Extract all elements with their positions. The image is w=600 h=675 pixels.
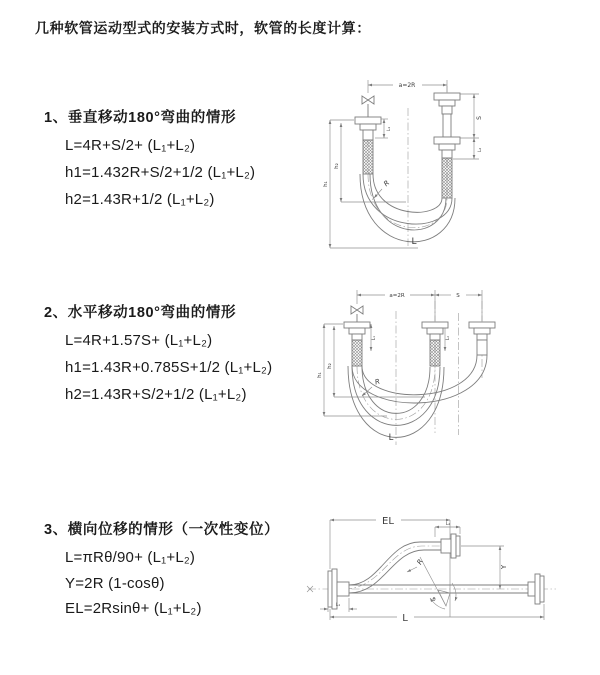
svg-text:a=2R: a=2R [398, 82, 416, 89]
angle-label: θ [432, 597, 436, 603]
svg-text:h₁: h₁ [323, 181, 329, 187]
dim-l1 [371, 324, 376, 351]
length-label: L [411, 237, 417, 247]
svg-text:h₂: h₂ [327, 363, 333, 369]
moving-end-flange-lower [434, 137, 460, 158]
svg-text:R: R [374, 377, 381, 387]
formula-h2: h2=1.43R+S/2+1/2 (L₁+L₂) [65, 386, 247, 403]
section-lateral-displacement [44, 518, 279, 626]
svg-text:a=2R: a=2R [389, 293, 405, 299]
diagram-horizontal-180-bend [315, 283, 515, 453]
radius-callout [407, 558, 425, 572]
svg-text:L₁: L₁ [371, 335, 376, 341]
formula-h2: h2=1.43R+1/2 (L₁+L₂) [65, 191, 215, 208]
formula-l: L=4R+S/2+ (L₁+L₂) [65, 137, 196, 154]
diagram-vertical-180-bend [318, 74, 518, 254]
braided-hose-section [352, 340, 362, 366]
formula-l: L=πRθ/90+ (L₁+L₂) [65, 549, 196, 566]
angle-construction [420, 557, 456, 609]
formula-l: L=4R+1.57S+ (L₁+L₂) [65, 332, 213, 349]
svg-text:L₂: L₂ [445, 522, 451, 527]
svg-text:Y: Y [500, 564, 508, 570]
dim-y [461, 546, 508, 589]
dim-width-a2r [357, 293, 435, 299]
section-vertical-movement [44, 106, 255, 218]
radius-callout [374, 179, 391, 198]
formula-h1: h1=1.43R+0.785S+1/2 (L₁+L₂) [65, 359, 273, 376]
svg-text:h₁: h₁ [317, 372, 323, 378]
dim-l1 [320, 598, 357, 612]
formula-el: EL=2Rsinθ+ (L₁+L₂) [65, 600, 202, 617]
upper-flange [441, 534, 460, 558]
section-3-heading: 3、横向位移的情形（一次性变位） [44, 522, 280, 538]
section-horizontal-movement [44, 301, 272, 413]
diagram-lateral-displacement [300, 505, 600, 650]
moving-end-flange-upper [434, 93, 460, 114]
svg-text:h₂: h₂ [334, 163, 340, 169]
svg-text:R: R [382, 178, 392, 189]
dim-l [330, 604, 544, 624]
pipe [443, 114, 451, 137]
dim-width-a2r [368, 80, 447, 93]
braided-hose-section [430, 340, 440, 366]
hose-u-bend [360, 174, 455, 242]
svg-text:EL: EL [382, 516, 394, 527]
formula-h1: h1=1.432R+S/2+1/2 (L₁+L₂) [65, 164, 256, 181]
svg-text:S: S [456, 293, 460, 299]
formula-y: Y=2R (1-cosθ) [65, 574, 165, 592]
section-2-heading: 2、水平移动180°弯曲的情形 [44, 305, 237, 321]
hose-u-bend-displaced [352, 355, 487, 403]
valve-icon [362, 96, 374, 117]
svg-text:R: R [415, 557, 425, 567]
svg-text:L₁: L₁ [387, 126, 392, 132]
svg-text:L₁: L₁ [335, 603, 341, 608]
pipe [477, 340, 487, 355]
braided-hose-section [442, 158, 452, 198]
fixed-end-flange [355, 117, 381, 140]
braided-hose-section [363, 140, 373, 174]
moving-end-flange-position2 [469, 322, 495, 340]
svg-text:L₂: L₂ [445, 335, 450, 341]
svg-text:L₂: L₂ [478, 147, 483, 153]
valve-icon [351, 306, 363, 322]
svg-text:S: S [476, 116, 483, 120]
right-flange [528, 574, 544, 604]
hose-centerline [344, 546, 448, 589]
svg-text:L: L [402, 613, 408, 624]
page-title: 几种软管运动型式的安装方式时，软管的长度计算： [35, 20, 371, 36]
length-label: L [388, 433, 394, 443]
dim-stroke-s [460, 94, 483, 138]
dim-stroke-s [435, 293, 482, 299]
fixed-end-flange [344, 322, 370, 340]
hose-centerline [368, 174, 447, 228]
section-1-heading: 1、垂直移动180°弯曲的情形 [44, 110, 237, 126]
